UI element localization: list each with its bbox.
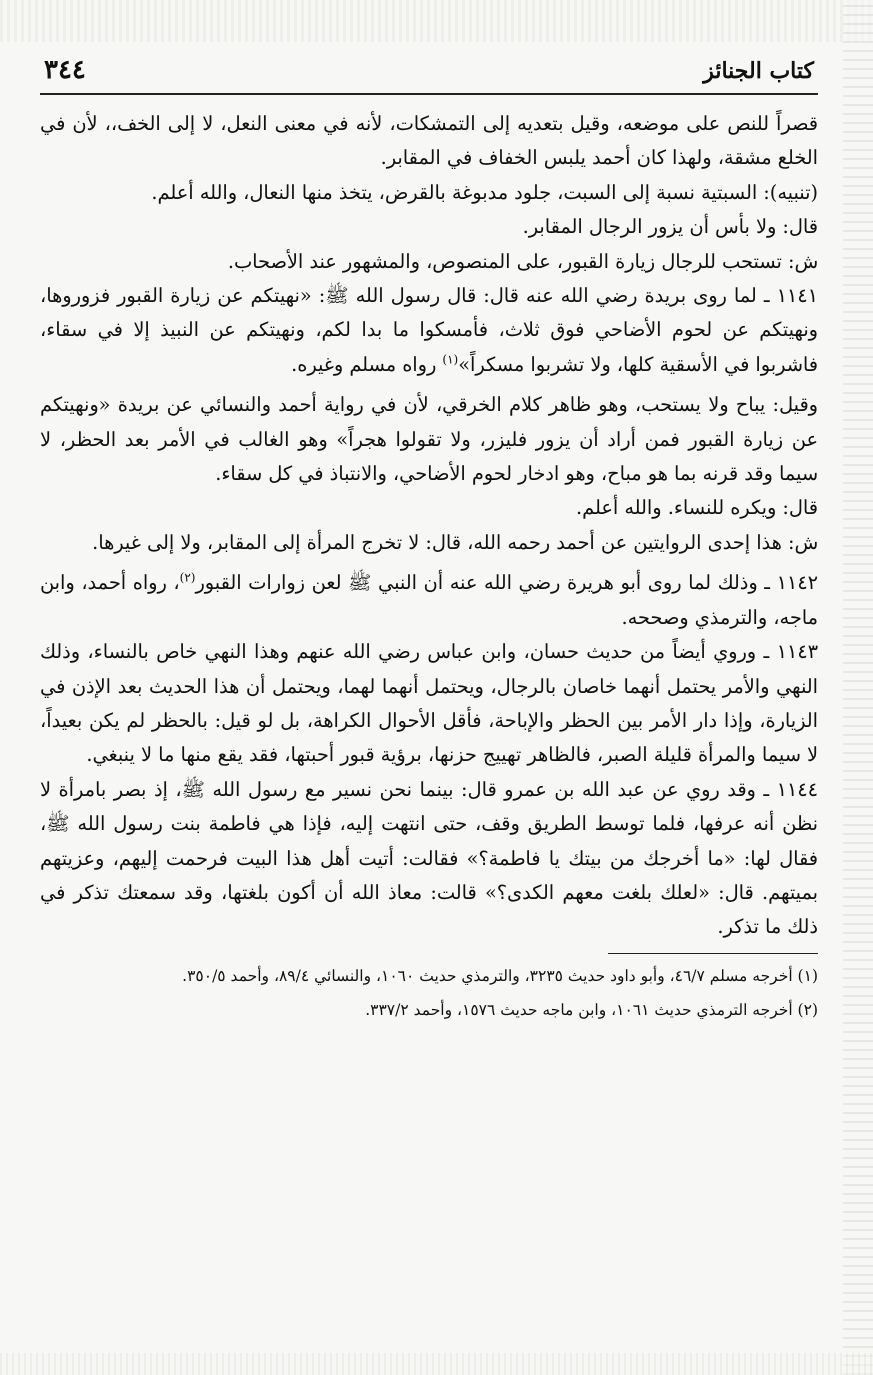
- paragraph-text: ١١٤٣ ـ وروي أيضاً من حديث حسان، وابن عباس رضي الله عنهم وهذا النهي خاص بالنساء، وذلك النهي والأمر يحتمل أنهما خاصان بالرجال، ويحتمل أنهما لهما، ويحتمل أن هذا الحديث بعد الإذن في الزيارة، وإذا دار الأمر بين الحظر والإباحة، فأقل الأحوال الكراهة، بل لو قيل: بالحظر لم يكن بعيداً، لا سيما والمرأة قليلة الصبر، فالظاهر تهييج حزنها، برؤية قبور أحبتها، فقد يقع منها ما لا ينبغي.: [40, 640, 818, 767]
- paragraph-text: ش: هذا إحدى الروايتين عن أحمد رحمه الله، قال: لا تخرج المرأة إلى المقابر، ولا إلى غيرها.: [92, 530, 818, 554]
- paragraph: [40, 176, 818, 210]
- scan-noise-right: [843, 0, 873, 1375]
- footnote: (٢) أخرجه الترمذي حديث ١٠٦١، وابن ماجه حديث ١٥٧٦، وأحمد ٣٣٧/٢.: [365, 1000, 818, 1019]
- paragraph-text: ش: تستحب للرجال زيارة القبور، على المنصوص، والمشهور عند الأصحاب.: [227, 249, 818, 273]
- running-head: كتاب الجنائز: [703, 58, 814, 84]
- paragraph: [40, 773, 818, 945]
- paragraph-tail: ، رواه أحمد، وابن ماجه، والترمذي وصححه.: [40, 571, 818, 629]
- paragraph-text: قال: ويكره للنساء. والله أعلم.: [576, 496, 818, 520]
- paragraph: [40, 491, 818, 525]
- paragraph: [40, 635, 818, 773]
- paragraph: [40, 279, 818, 382]
- paragraph: [40, 245, 818, 279]
- footnote: (١) أخرجه مسلم ٤٦/٧، وأبو داود حديث ٣٢٣٥، والترمذي حديث ١٠٦٠، والنسائي ٨٩/٤، وأحمد ٣٥٠/٥.: [182, 966, 818, 985]
- paragraph-tail: رواه مسلم وغيره.: [291, 352, 443, 376]
- paragraph: [40, 526, 818, 560]
- paragraph: [40, 566, 818, 635]
- paragraph: [40, 107, 818, 176]
- scan-noise-top: [0, 0, 873, 42]
- footnote-divider: [608, 953, 818, 954]
- footnote-marker: (٢): [179, 570, 196, 585]
- page-header: [40, 55, 818, 95]
- paragraph-text: قصراً للنص على موضعه، وقيل بتعديه إلى التمشكات، لأنه في معنى النعل، لا إلى الخف،، لأن في الخلع مشقة، ولهذا كان أحمد يلبس الخفاف في المقابر.: [40, 112, 818, 170]
- paragraph-text: (تنبيه): السبتية نسبة إلى السبت، جلود مدبوغة بالقرض، يتخذ منها النعال، والله أعلم.: [151, 180, 818, 204]
- paragraph: [40, 388, 818, 491]
- footnote-marker: (١): [442, 352, 459, 367]
- paragraph-text: وقيل: يباح ولا يستحب، وهو ظاهر كلام الخرقي، لأن في رواية أحمد والنسائي عن بريدة «ونهيتكم عن زيارة القبور فمن أراد أن يزور فليزر، ولا تقولوا هجراً» وهو الغالب في الأمر بعد الحظر، لا سيما وقد قرنه بما هو مباح، وهو ادخار لحوم الأضاحي، والانتباذ في كل سقاء.: [40, 393, 818, 486]
- paragraph-text: ١١٤٤ ـ وقد روي عن عبد الله بن عمرو قال: بينما نحن نسير مع رسول الله ﷺ، إذ بصر بامرأة لا نظن أنه عرفها، فلما توسط الطريق وقف، حتى انتهت إليه، فإذا هي فاطمة بنت رسول الله ﷺ، فقال لها: «ما أخرجك من بيتك يا فاطمة؟» فقالت: أتيت أهل هذا البيت فرحمت إليهم، وعزيتهم بميتهم. قال: «لعلك بلغت معهم الكدى؟» قالت: معاذ الله أن أكون بلغتها، وقد سمعتك تذكر في ذلك ما تذكر.: [40, 777, 818, 939]
- paragraph-text: ١١٤١ ـ لما روى بريدة رضي الله عنه قال: قال رسول الله ﷺ: «نهيتكم عن زيارة القبور فزوروها، ونهيتكم عن لحوم الأضاحي فوق ثلاث، فأمسكوا ما بدا لكم، ونهيتكم عن النبيذ إلا في سقاء، فاشربوا في الأسقية كلها، ولا تشربوا مسكراً»: [40, 284, 818, 376]
- footnotes: [40, 962, 818, 1024]
- book-page: [40, 55, 818, 1030]
- paragraph-text: ١١٤٢ ـ وذلك لما روى أبو هريرة رضي الله عنه أن النبي ﷺ لعن زوارات القبور: [195, 571, 818, 595]
- scan-noise-bottom: [0, 1353, 873, 1375]
- page-body: [40, 107, 818, 945]
- paragraph-text: قال: ولا بأس أن يزور الرجال المقابر.: [522, 215, 818, 239]
- paragraph: [40, 210, 818, 244]
- page-number: ٣٤٤: [44, 55, 86, 85]
